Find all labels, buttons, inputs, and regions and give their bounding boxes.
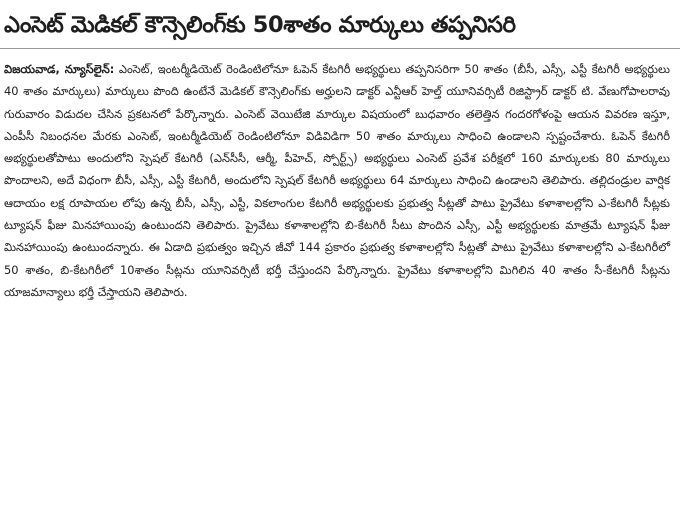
article-body-text: ఎంసెట్, ఇంటర్మీడియెట్ రెండింటిలోనూ ఓపెన్ కేటగిరీ అభ్యర్థులు తప్పనిసరిగా 50 శాతం (బీసీ, ఎస్సీ, ఎస్టీ కేటగిరీ అభ్యర్థులు 40 శాతం మార్కులు) మార్కులు పొంది ఉంటేనే మెడికల్ కౌన్సెలింగ్‌కు అర్హులని డాక్టర్ ఎన్టీఆర్ హెల్త్ యూనివర్సిటీ రిజిస్ట్రార్ డాక్టర్ టి. వేణుగోపాలరావు గురువారం విడుదల చేసిన ప్రకటనలో పేర్కొన్నారు. ఎంసెట్ వెయిటేజి మార్కుల విషయంలో బుధవారం తలెత్తిన గందరగోళంపై ఆయన వివరణ ఇస్తూ, ఎంపీసీ నిబంధనల మేరకు ఎంసెట్, ఇంటర్మీడియెట్ రెండింటిలోనూ విడివిడిగా 50 శాతం మార్కులు సాధించి ఉండాలని స్పష్టంచేశారు. ఓపెన్ కేటగిరీ అభ్యర్థులతోపాటు అందులోని స్పెషల్ కేటగిరీ (ఎన్‌సీసీ, ఆర్మీ, పీహెచ్, స్పోర్ట్స్) అభ్యర్థులు ఎంసెట్ ప్రవేశ పరీక్షలో 160 మార్కులకు 80 మార్కులు పొందాలని, అదే విధంగా బీసీ, ఎస్సీ, ఎస్టీ కేటగిరీ, అందులోని స్పెషల్ కేటగిరీ అభ్యర్థులు 64 మార్కులు సాధించి ఉండాలని తెలిపారు. తల్లిదండ్రుల వార్షిక ఆదాయం లక్ష రూపాయల లోపు ఉన్న బీసీ, ఎస్సీ, ఎస్టీ, వికలాంగుల కేటగిరీ అభ్యర్థులకు ప్రభుత్వ సీట్లతో పాటు ప్రైవేటు కళాశాలల్లోని ఎ-కేటగిరీ సీట్లకు ట్యూషన్ ఫీజు మినహాయింపు ఉంటుందని తెలిపారు. ప్రైవేటు కళాశాలల్లోని బి-కేటగిరీ సీటు పొందిన ఎస్సీ, ఎస్టీ అభ్యర్థులకు మాత్రమే ట్యూషన్ ఫీజు మినహాయింపు ఉంటుందన్నారు. ఈ ఏడాది ప్రభుత్వం ఇచ్చిన జీవో 144 ప్రకారం ప్రభుత్వ కళాశాలల్లోని సీట్లతో పాటు ప్రైవేటు కళాశాలల్లోని ఎ-కేటగిరీలో 50 శాతం, బి-కేటగిరీలో 10శాతం సీట్లను యూనివర్సిటీ భర్తీ చేస్తుందని పేర్కొన్నారు. ప్రైవేటు కళాశాలల్లోని మిగిలిన 40 శాతం సీ-కేటగిరీ సీట్లను యాజమాన్యాలు భర్తీ చేస్తాయని తెలిపారు. [4, 62, 670, 299]
headline-divider [0, 48, 680, 49]
headline: ఎంసెట్ మెడికల్ కౌన్సెలింగ్‌కు 50శాతం మార్కులు తప్పనిసరి [4, 12, 516, 38]
dateline: విజయవాడ, న్యూస్‌లైన్: [4, 62, 115, 76]
article-body [4, 58, 670, 303]
